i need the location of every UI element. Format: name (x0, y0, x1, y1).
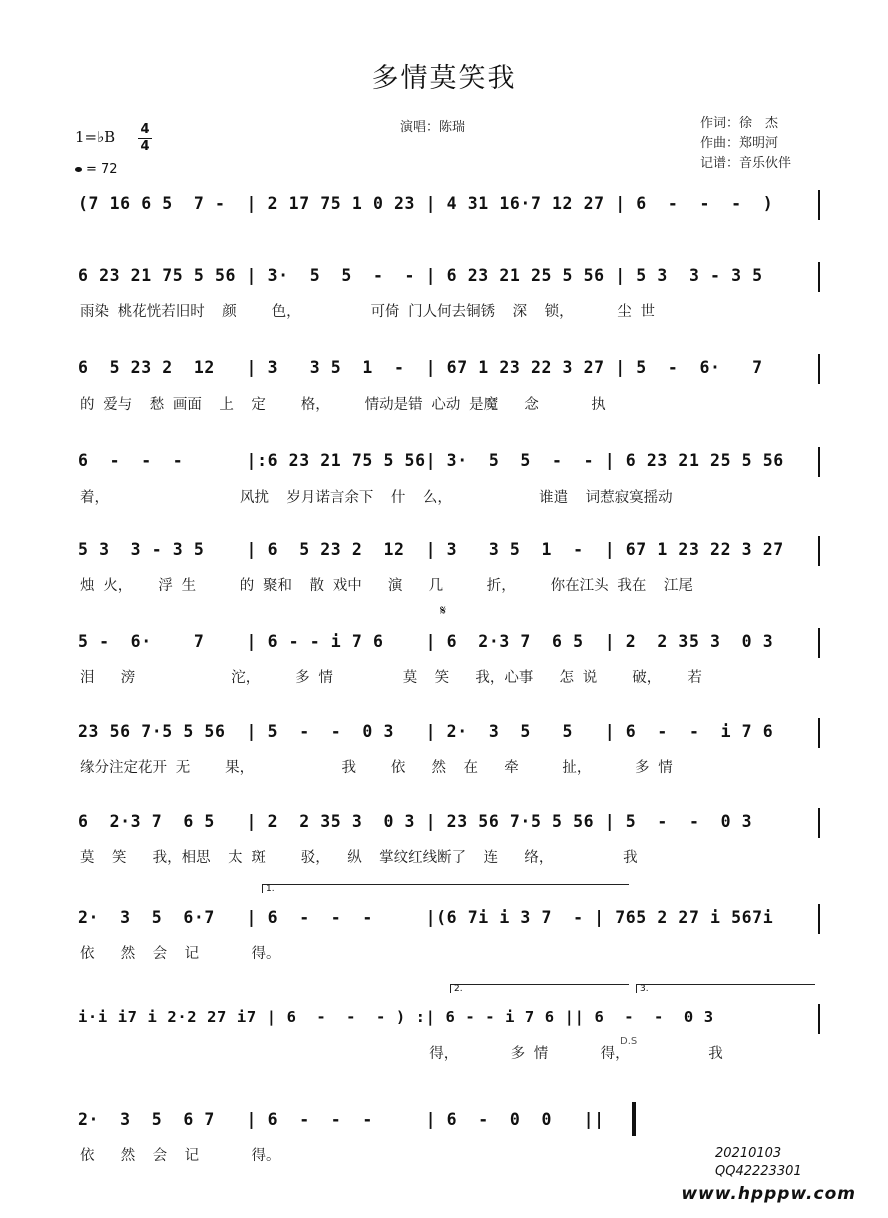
volta-bracket-2 (450, 984, 629, 993)
quarter-note-icon (75, 167, 82, 172)
ds-mark: D.S (620, 1036, 638, 1047)
composer-credit: 作曲：郑明河 (700, 136, 779, 151)
lyric-line: 缘分注定花开 无 果， 我 依 然 在 牵 扯， 多 情 (80, 760, 673, 776)
lyric-line: 得， 多 情 得， 我 (80, 1046, 723, 1062)
barline (818, 1004, 820, 1034)
lyric-line: 烛 火， 浮 生 的 聚和 散 戏中 演 几 折， 你在江头 我在 江尾 (80, 578, 693, 594)
barline (818, 262, 820, 292)
barline (818, 718, 820, 748)
notation-line: 6 2·3 7 6 5 | 2 2 35 3 0 3 | 23 56 7·5 5 56 | 5 - - 0 3 (78, 812, 753, 831)
volta-label: 2. (454, 984, 463, 994)
volta-bracket-1 (262, 884, 629, 893)
page-title: 多情莫笑我 (371, 63, 517, 94)
notation-line: (7 16 6 5 7 - | 2 17 75 1 0 23 | 4 31 16·7 12 27 | 6 - - - ) (78, 194, 774, 213)
lyric-line: 着， 风扰 岁月诺言余下 什 么， 谁遣 词惹寂寞摇动 (80, 490, 673, 506)
qq-id: QQ42223301 (715, 1164, 802, 1179)
tempo-mark (75, 162, 118, 177)
barline (818, 628, 820, 658)
final-barline (632, 1102, 636, 1136)
notation-line: 2· 3 5 6·7 | 6 - - - |(6 7i i 3 7 - | 765 2 27 i 567i (78, 908, 774, 927)
notation-line: 6 5 23 2 12 | 3 3 5 1 - | 67 1 23 22 3 27 | 5 - 6· 7 (78, 358, 763, 377)
lyric-line: 莫 笑 我，相思 太 斑 驳， 纵 掌纹红线断了 连 络， 我 (80, 850, 638, 866)
barline (818, 447, 820, 477)
barline (818, 904, 820, 934)
time-signature (138, 122, 152, 155)
volta-label: 3. (640, 984, 649, 994)
notation-line: 6 23 21 75 5 56 | 3· 5 5 - - | 6 23 21 25 5 56 | 5 3 3 - 3 5 (78, 266, 763, 285)
notation-line: 6 - - - |:6 23 21 75 5 56| 3· 5 5 - - | 6 23 21 25 5 56 (78, 451, 784, 470)
time-bottom: 4 (138, 138, 152, 155)
lyric-line: 依 然 会 记 得。 (80, 1148, 281, 1164)
time-top: 4 (140, 122, 150, 137)
barline (818, 354, 820, 384)
notation-line: 2· 3 5 6 7 | 6 - - - | 6 - 0 0 || (78, 1110, 605, 1129)
barline (818, 190, 820, 220)
barline (818, 536, 820, 566)
volta-bracket-3 (636, 984, 815, 993)
segno-sign: 𝄋 (440, 603, 447, 619)
notation-line: 5 3 3 - 3 5 | 6 5 23 2 12 | 3 3 5 1 - | 67 1 23 22 3 27 (78, 540, 784, 559)
lyric-line: 的 爱与 愁 画面 上 定 格， 情动是错 心动 是魔 念 执 (80, 397, 606, 413)
date-stamp: 20210103 (715, 1146, 782, 1161)
tempo-value: = 72 (86, 162, 118, 177)
barline (818, 808, 820, 838)
volta-label: 1. (266, 884, 275, 894)
key-signature: 1=♭B (75, 128, 116, 146)
lyric-line: 依 然 会 记 得。 (80, 946, 281, 962)
lyric-line: 雨染 桃花恍若旧时 颜 色， 可倚 门人何去铜锈 深 锁， 尘 世 (80, 304, 655, 320)
notation-line: 23 56 7·5 5 56 | 5 - - 0 3 | 2· 3 5 5 | 6 - - i 7 6 (78, 722, 774, 741)
lyricist-credit: 作词：徐 杰 (700, 116, 779, 131)
site-watermark: www.hpppw.com (681, 1184, 856, 1204)
notation-line: 5 - 6· 7 | 6 - - i 7 6 | 6 2·3 7 6 5 | 2 2 35 3 0 3 (78, 632, 774, 651)
singer-credit: 演唱：陈瑞 (400, 120, 466, 135)
transcriber-credit: 记谱：音乐伙伴 (700, 156, 792, 171)
lyric-line: 泪 滂 沱， 多 情 莫 笑 我，心事 怎 说 破， 若 (80, 670, 702, 686)
notation-line: i·i i7 i 2·2 27 i7 | 6 - - - ) :| 6 - - i 7 6 || 6 - - 0 3 (78, 1008, 714, 1026)
